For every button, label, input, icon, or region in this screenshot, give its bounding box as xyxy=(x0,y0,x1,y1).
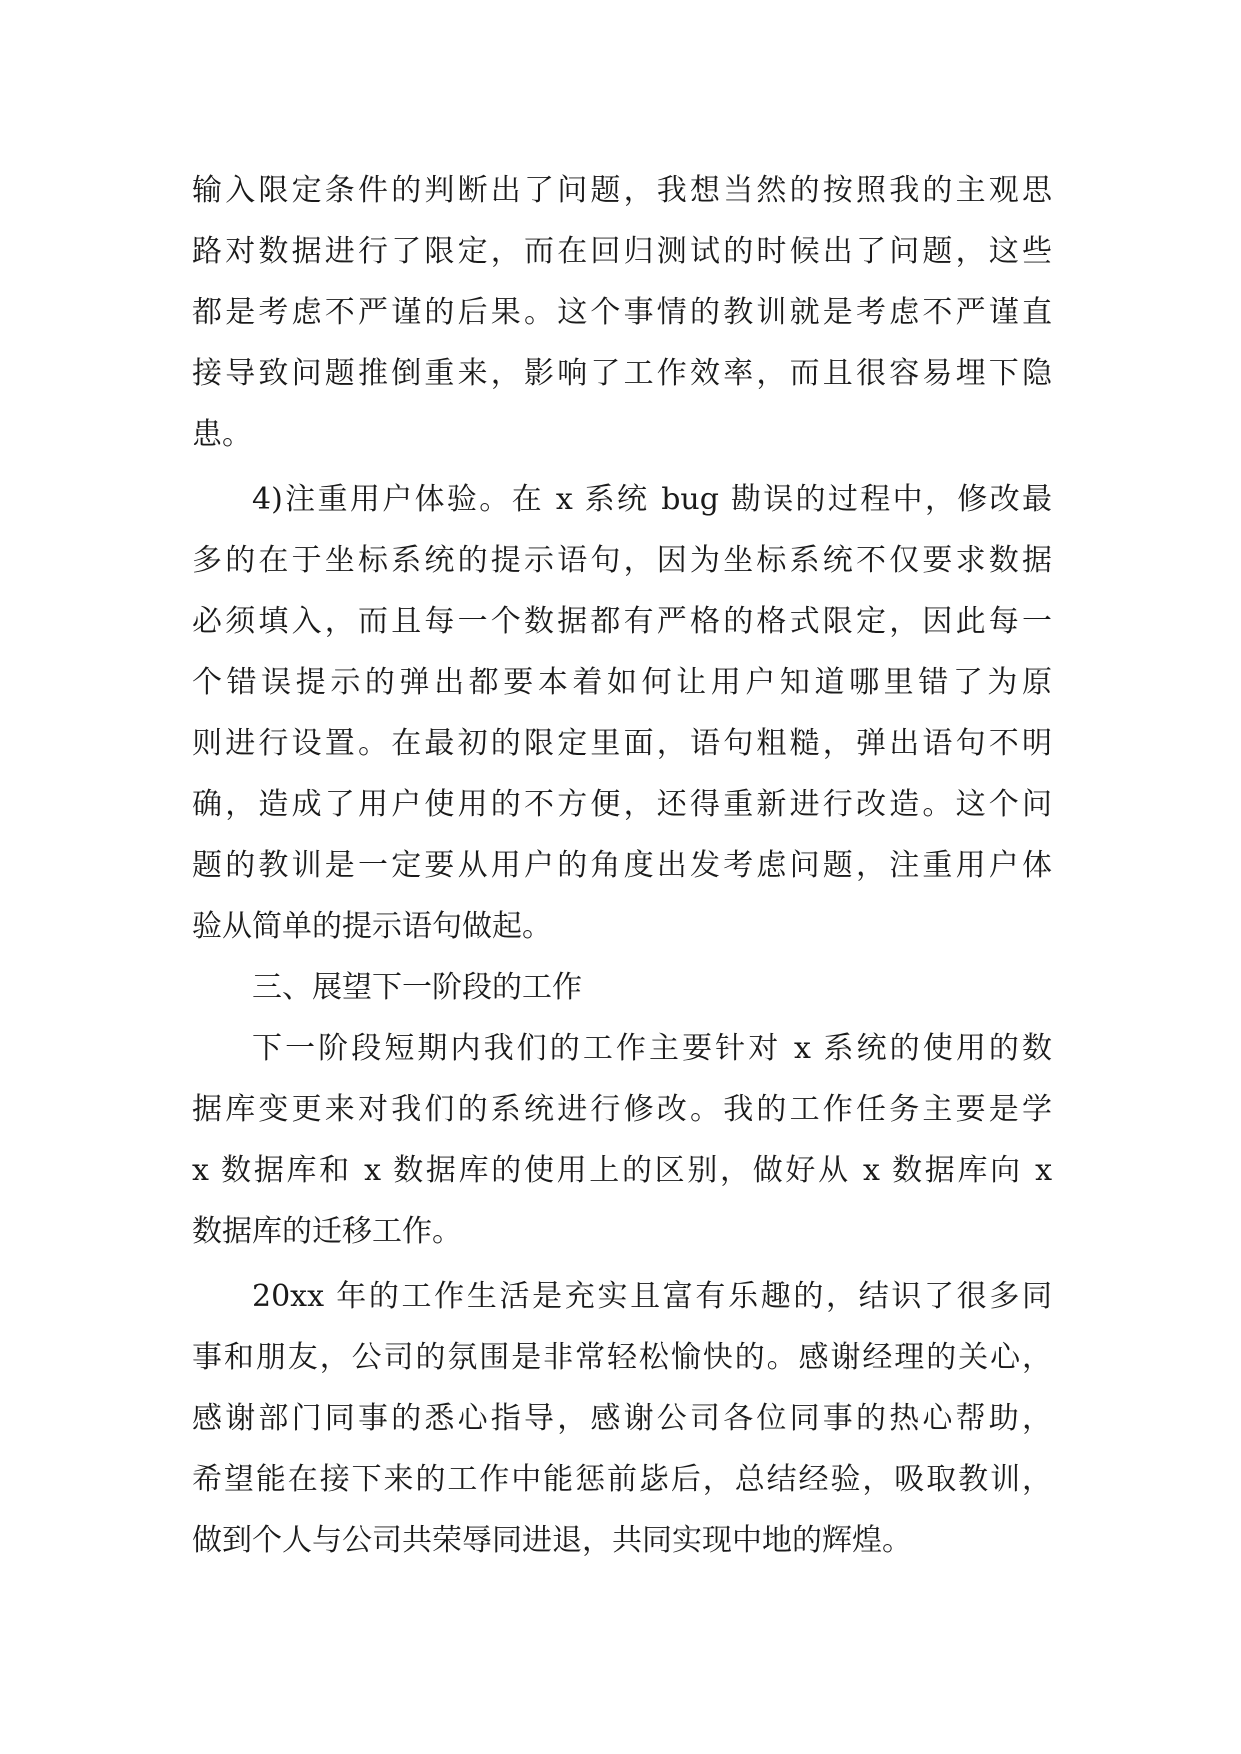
paragraph xyxy=(192,1018,1052,1262)
paragraph xyxy=(192,1266,1052,1571)
text-line: x 数据库和 x 数据库的使用上的区别，做好从 x 数据库向 x xyxy=(192,1153,1052,1188)
paragraph xyxy=(192,469,1052,957)
text-line: 事和朋友，公司的氛围是非常轻松愉快的。感谢经理的关心， xyxy=(192,1340,1052,1375)
text-line: 数据库的迁移工作。 xyxy=(192,1214,462,1249)
text-line: 个错误提示的弹出都要本着如何让用户知道哪里错了为原 xyxy=(192,665,1052,700)
text-line: 做到个人与公司共荣辱同进退，共同实现中地的辉煌。 xyxy=(192,1523,912,1558)
text-line: 输入限定条件的判断出了问题，我想当然的按照我的主观思 xyxy=(192,173,1052,208)
text-line: 路对数据进行了限定，而在回归测试的时候出了问题，这些 xyxy=(192,234,1052,269)
text-line: 下一阶段短期内我们的工作主要针对 x 系统的使用的数 xyxy=(252,1031,1052,1066)
text-line: 必须填入，而且每一个数据都有严格的格式限定，因此每一 xyxy=(192,604,1052,639)
text-line: 患。 xyxy=(192,417,252,452)
text-line: 4)注重用户体验。在 x 系统 bug 勘误的过程中，修改最 xyxy=(252,482,1052,517)
text-line: 则进行设置。在最初的限定里面，语句粗糙，弹出语句不明 xyxy=(192,726,1052,761)
text-line: 多的在于坐标系统的提示语句，因为坐标系统不仅要求数据 xyxy=(192,543,1052,578)
text-line: 感谢部门同事的悉心指导，感谢公司各位同事的热心帮助， xyxy=(192,1401,1052,1436)
text-line: 据库变更来对我们的系统进行修改。我的工作任务主要是学 xyxy=(192,1092,1052,1127)
section-heading xyxy=(192,957,1052,1018)
document-body xyxy=(192,160,1052,1571)
text-line: 希望能在接下来的工作中能惩前毖后，总结经验，吸取教训， xyxy=(192,1462,1052,1497)
text-line: 都是考虑不严谨的后果。这个事情的教训就是考虑不严谨直 xyxy=(192,295,1052,330)
text-line: 验从简单的提示语句做起。 xyxy=(192,909,552,944)
text-line: 接导致问题推倒重来，影响了工作效率，而且很容易埋下隐 xyxy=(192,356,1052,391)
text-line: 三、展望下一阶段的工作 xyxy=(252,970,582,1005)
paragraph xyxy=(192,160,1052,465)
text-line: 20xx 年的工作生活是充实且富有乐趣的，结识了很多同 xyxy=(252,1279,1052,1314)
text-line: 题的教训是一定要从用户的角度出发考虑问题，注重用户体 xyxy=(192,848,1052,883)
text-line: 确，造成了用户使用的不方便，还得重新进行改造。这个问 xyxy=(192,787,1052,822)
